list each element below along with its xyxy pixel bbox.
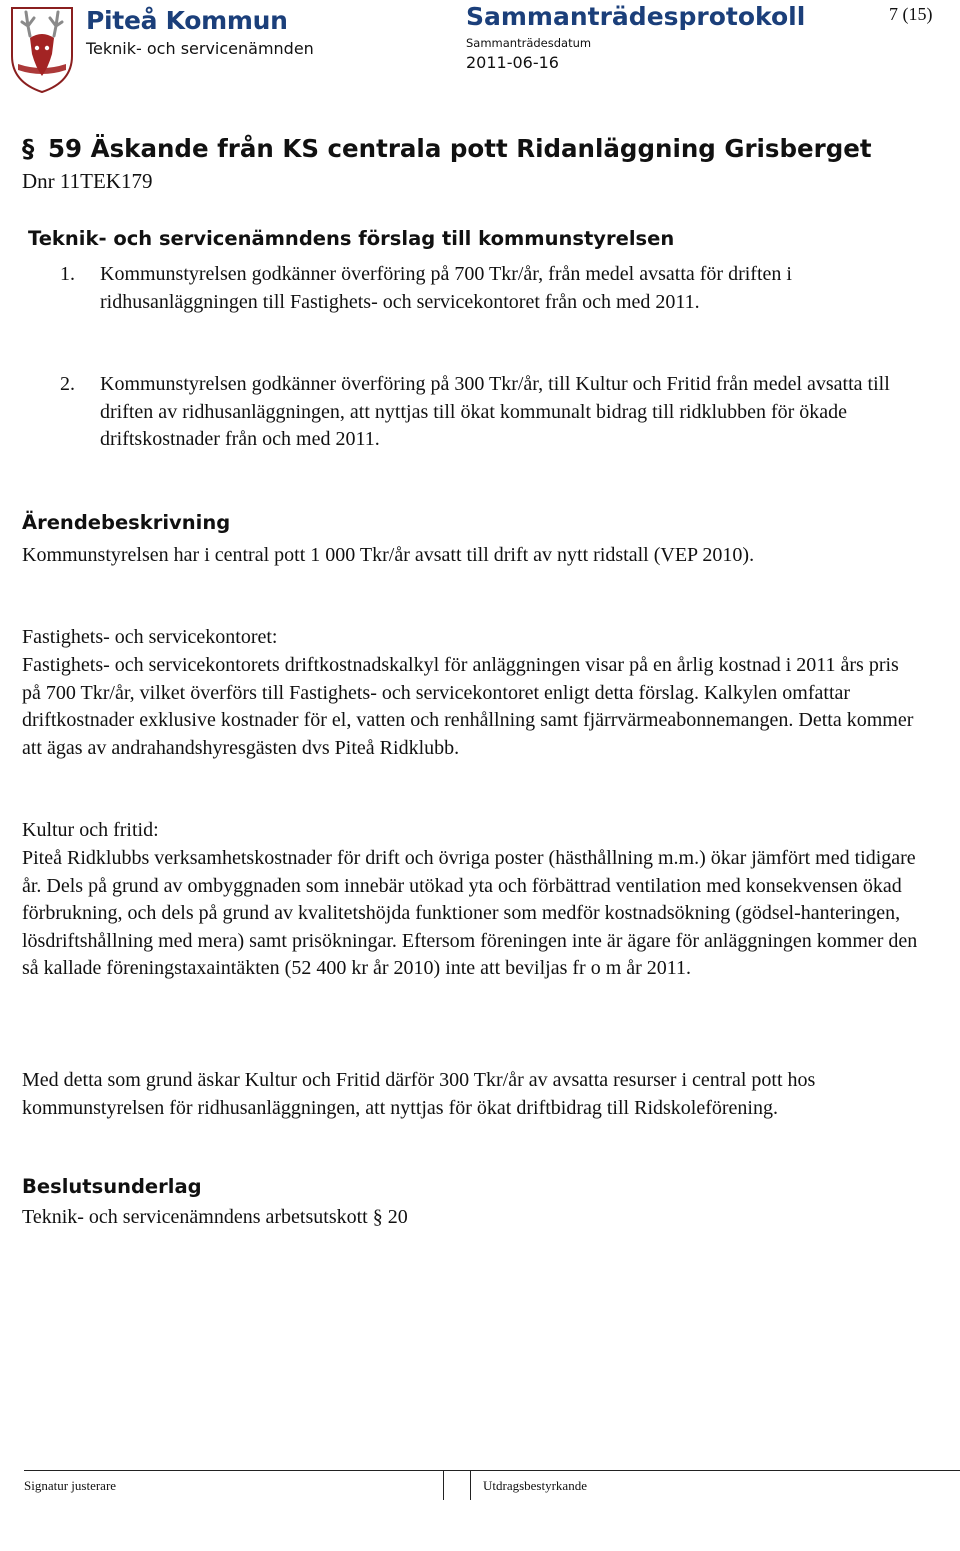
fsk-label: Fastighets- och servicekontoret: xyxy=(22,626,278,648)
section-title xyxy=(22,134,872,163)
section-symbol: § xyxy=(22,134,35,163)
extract-label: Utdragsbestyrkande xyxy=(483,1478,587,1493)
list-item-text: Kommunstyrelsen godkänner överföring på 700 Tkr/år, från medel avsatta för driften i ridhusanläggningen till Fastighets- och servicekontoret från och med 2011. xyxy=(100,263,792,313)
meeting-date: 2011-06-16 xyxy=(466,53,559,72)
reindeer-coat-of-arms-icon xyxy=(8,4,76,94)
kf-label: Kultur och fritid: xyxy=(22,819,159,841)
list-item-number: 2. xyxy=(60,373,75,395)
page-number: 7 (15) xyxy=(889,4,933,24)
basis-text: Teknik- och servicenämndens arbetsutskott § 20 xyxy=(22,1206,408,1228)
list-item xyxy=(60,261,930,316)
list-item-text: Kommunstyrelsen godkänner överföring på 300 Tkr/år, till Kultur och Fritid från medel avsatta till driften av ridhusanläggningen, att nyttjas till ökat kommunalt bidrag till ridklubben för ökade driftskostnader från och med 2011. xyxy=(100,373,890,450)
section-title-text: 59 Äskande från KS centrala pott Ridanläggning Grisberget xyxy=(48,134,872,163)
organization-name: Piteå Kommun xyxy=(86,6,288,35)
proposal-heading: Teknik- och servicenämndens förslag till kommunstyrelsen xyxy=(28,227,675,250)
signature-label: Signatur justerare xyxy=(24,1478,117,1493)
case-number: Dnr 11TEK179 xyxy=(22,169,153,193)
meeting-date-label: Sammanträdesdatum xyxy=(466,36,592,50)
list-item xyxy=(60,371,930,454)
fsk-text: Fastighets- och servicekontorets driftkostnadskalkyl för anläggningen visar på en årlig kostnad i 2011 års pris på 700 Tkr/år, vilket överförs till Fastighets- och servicekontoret enligt detta förslag. Kalkylen omfattar driftkostnader exklusive kostnader för el, vatten och renhållning samt fjärrvärmeabonnemangen. Detta kommer att ägas av andrahandshyresgästen dvs Piteå Ridklubb. xyxy=(22,654,914,759)
department-name: Teknik- och servicenämnden xyxy=(86,39,314,58)
conclusion-text: Med detta som grund äskar Kultur och Fritid därför 300 Tkr/år av avsatta resurser i central pott hos kommunstyrelsen för ridhusanläggningen, att nyttjas för ökat driftbidrag till Ridskoleförening. xyxy=(22,1069,816,1119)
document-title: Sammanträdesprotokoll xyxy=(466,2,806,31)
footer-column-divider xyxy=(443,1470,444,1500)
list-item-number: 1. xyxy=(60,263,75,285)
kf-text: Piteå Ridklubbs verksamhetskostnader för drift och övriga poster (hästhållning m.m.) ökar jämfört med tidigare år. Dels på grund av ombyggnaden som innebär utökad yta och förbättrad ventilation med konsekvensen ökad förbrukning, och dels på grund av kvalitetshöjda funktioner som medför kostnadsökning (gödsel-hanteringen, lösdriftshållning med mera) samt prisökningar. Eftersom föreningen inte är ägare för anläggningen kommer den så kallade föreningstaxaintäkten (52 400 kr år 2010) inte att beviljas fr o m år 2011. xyxy=(22,847,918,979)
basis-heading: Beslutsunderlag xyxy=(22,1175,202,1198)
description-heading: Ärendebeskrivning xyxy=(22,511,231,534)
footer-divider xyxy=(24,1470,960,1471)
footer-column-divider xyxy=(470,1470,471,1500)
description-text: Kommunstyrelsen har i central pott 1 000 Tkr/år avsatt till drift av nytt ridstall (VEP 2010). xyxy=(22,544,755,566)
